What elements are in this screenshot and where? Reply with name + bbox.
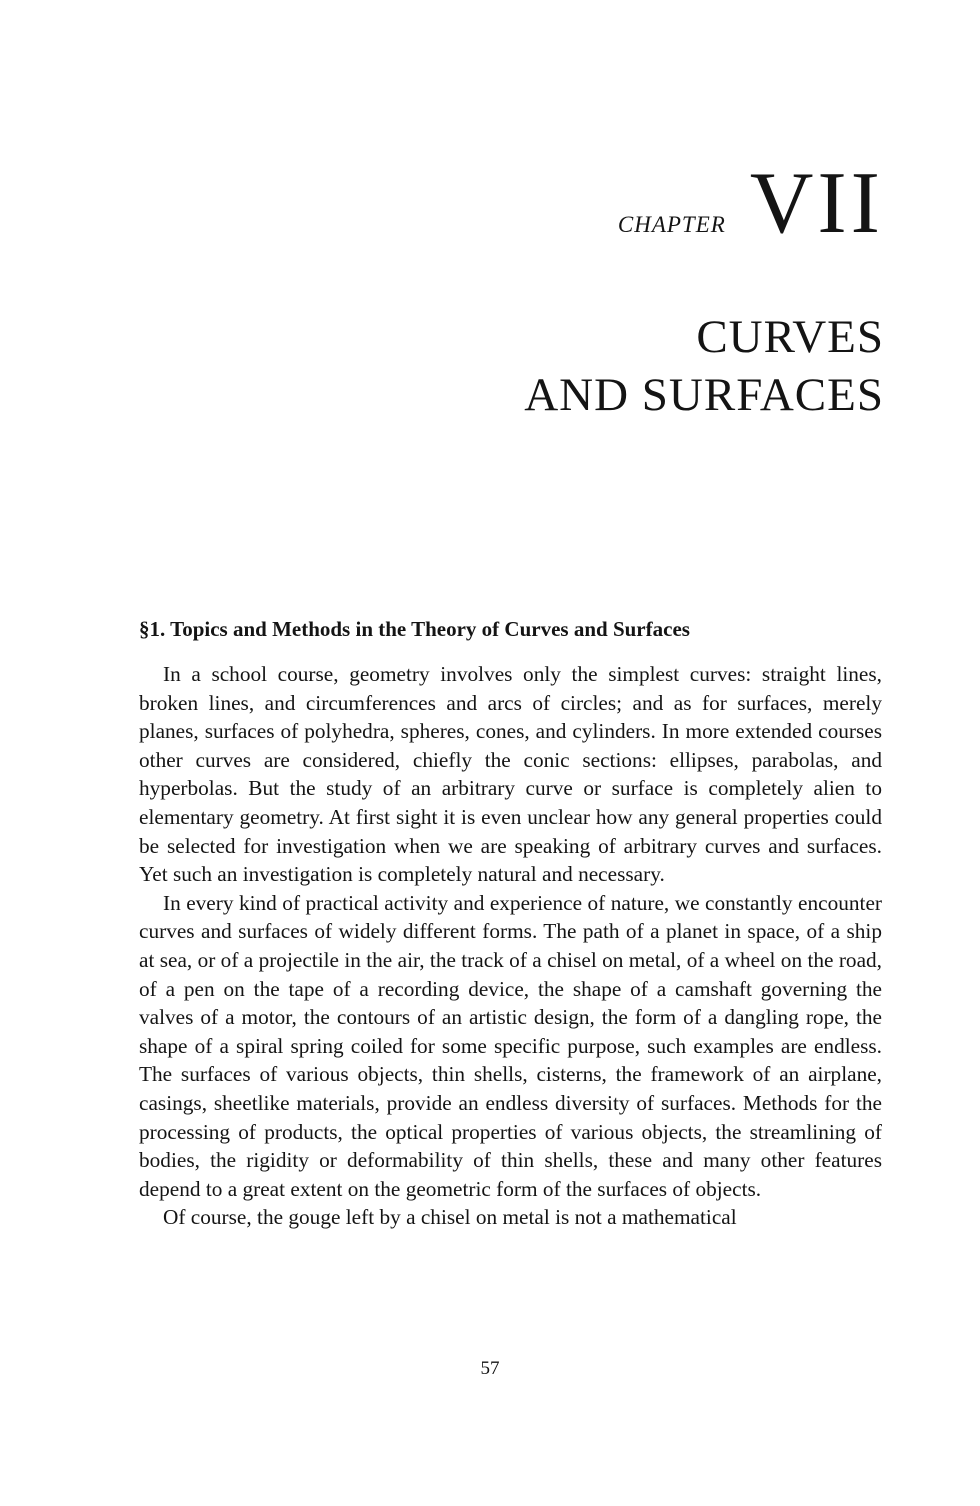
- paragraph-2: In every kind of practical activity and experience of nature, we constantly encounter curves and surfaces of widely different forms. The path of a planet in space, of a ship at sea, or of a projectile in the air, the track of a chisel on metal, of a wheel on the road, of a pen on the tape of a recording device, the shape of a camshaft governing the valves of a motor, the contours of an artistic design, the form of a dangling rope, the shape of a spiral spring coiled for some specific purpose, such examples are endless. The surfaces of various objects, thin shells, cisterns, the framework of an airplane, casings, sheetlike materials, provide an endless diversity of surfaces. Methods for the processing of products, the optical properties of various objects, the streamlining of bodies, the rigidity or deformability of thin shells, these and many other features depend to a great extent on the geometric form of the surfaces of objects.: [139, 890, 882, 1201]
- chapter-label: CHAPTER: [617, 212, 726, 237]
- paragraph-1: In a school course, geometry involves only the simplest curves: straight lines, broken lines, and circumferences and arcs of circles; and as for surfaces, merely planes, surfaces of polyhedra, spheres, cones, and cylinders. In more extended courses other curves are considered, chiefly the conic sections: ellipses, parabolas, and hyperbolas. But the study of an arbitrary curve or surface is completely alien to elementary geometry. At first sight it is even unclear how any general properties could be selected for investigation when we are speaking of arbitrary curves and surfaces. Yet such an investigation is completely natural and necessary.: [139, 662, 882, 887]
- section-heading: §1. Topics and Methods in the Theory of Curves and Surfaces: [139, 617, 690, 641]
- chapter-title-line-2: AND SURFACES: [524, 369, 884, 421]
- page-number: 57: [480, 1358, 500, 1379]
- chapter-number: VII: [749, 155, 884, 252]
- chapter-title-line-1: CURVES: [696, 311, 884, 363]
- body-text: [139, 660, 882, 1232]
- chapter-header: [617, 155, 884, 252]
- chapter-title: [524, 308, 884, 424]
- paragraph-3: Of course, the gouge left by a chisel on metal is not a mathematical: [163, 1205, 737, 1230]
